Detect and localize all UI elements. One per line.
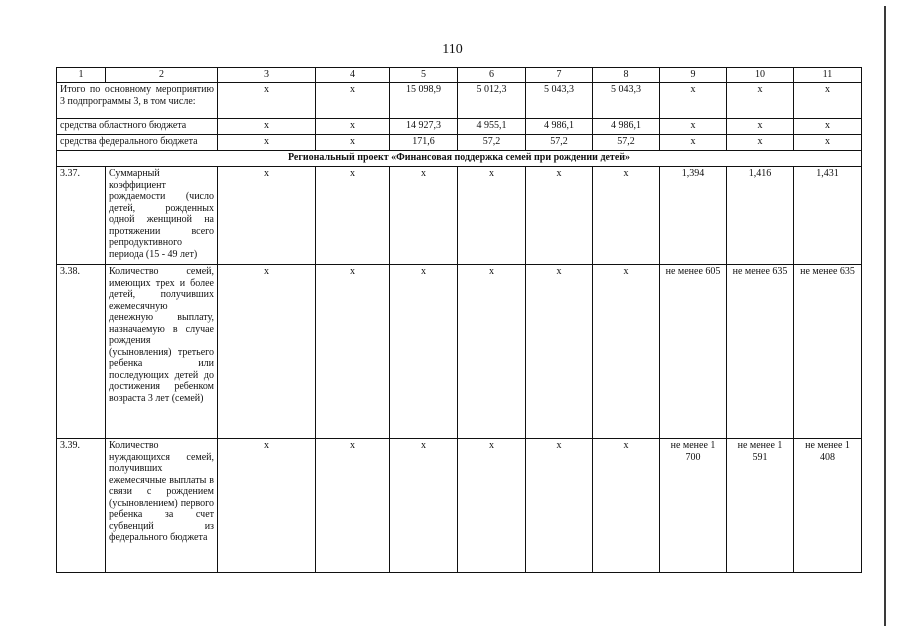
table-cell: не менее 635: [794, 265, 862, 439]
indicator-name: Суммарный коэффициент рождаемости (число детей, рожденных одной женщиной на протяжении всего репродуктивного периода (15 - 49 лет): [106, 167, 218, 265]
indicator-name: Количество нуждающихся семей, получивших ежемесячные выплаты в связи с рождением (усыновлением) первого ребенка за счет субвенций из федерального бюджета: [106, 439, 218, 573]
indicators-table: [56, 67, 862, 573]
scan-edge-line: [884, 6, 886, 626]
table-cell: 57,2: [458, 135, 526, 151]
table-cell: х: [316, 167, 390, 265]
table-cell: не менее 1 700: [660, 439, 727, 573]
table-cell: не менее 1 408: [794, 439, 862, 573]
table-cell: не менее 1 591: [727, 439, 794, 573]
header-cell: 8: [593, 68, 660, 83]
table-cell: 171,6: [390, 135, 458, 151]
table-cell: х: [458, 265, 526, 439]
header-cell: 1: [57, 68, 106, 83]
summary-row-total: [57, 83, 862, 119]
table-row: [57, 265, 862, 439]
table-cell: х: [593, 439, 660, 573]
table-cell: х: [218, 83, 316, 119]
table-cell: х: [593, 265, 660, 439]
table-row: [57, 167, 862, 265]
table-cell: х: [316, 135, 390, 151]
table-cell: 4 955,1: [458, 119, 526, 135]
table-cell: х: [218, 167, 316, 265]
table-cell: х: [218, 119, 316, 135]
table-cell: х: [727, 83, 794, 119]
header-cell: 2: [106, 68, 218, 83]
table-cell: х: [526, 265, 593, 439]
table-cell: 4 986,1: [593, 119, 660, 135]
table-cell: не менее 635: [727, 265, 794, 439]
table-cell: х: [316, 439, 390, 573]
table-cell: 57,2: [593, 135, 660, 151]
table-cell: 4 986,1: [526, 119, 593, 135]
header-cell: 11: [794, 68, 862, 83]
header-row: [57, 68, 862, 83]
table-cell: х: [458, 167, 526, 265]
table-cell: 14 927,3: [390, 119, 458, 135]
section-title: Региональный проект «Финансовая поддержка семей при рождении детей»: [57, 151, 862, 167]
indicator-number: 3.37.: [57, 167, 106, 265]
table-cell: х: [390, 167, 458, 265]
table-cell: х: [526, 167, 593, 265]
table-cell: х: [316, 119, 390, 135]
indicator-number: 3.39.: [57, 439, 106, 573]
header-cell: 9: [660, 68, 727, 83]
table-cell: х: [727, 135, 794, 151]
table-cell: х: [458, 439, 526, 573]
table-cell: не менее 605: [660, 265, 727, 439]
header-cell: 7: [526, 68, 593, 83]
table-cell: х: [660, 119, 727, 135]
table-cell: х: [660, 83, 727, 119]
indicator-name: Количество семей, имеющих трех и более детей, получивших ежемесячную денежную выплату, назначаемую в случае рождения (усыновления) третьего ребенка или последующих детей до достижения ребенком возраста 3 лет (семей): [106, 265, 218, 439]
table-cell: 1,416: [727, 167, 794, 265]
table-cell: 5 043,3: [593, 83, 660, 119]
table-cell: х: [727, 119, 794, 135]
table-cell: 1,394: [660, 167, 727, 265]
table-cell: 5 012,3: [458, 83, 526, 119]
header-cell: 10: [727, 68, 794, 83]
section-title-row: [57, 151, 862, 167]
table-cell: х: [660, 135, 727, 151]
table-cell: х: [316, 83, 390, 119]
table-cell: х: [218, 135, 316, 151]
table-cell: х: [218, 265, 316, 439]
page-number: 110: [442, 42, 463, 57]
header-cell: 4: [316, 68, 390, 83]
table-cell: х: [526, 439, 593, 573]
table-cell: х: [794, 119, 862, 135]
indicator-number: 3.38.: [57, 265, 106, 439]
table-cell: х: [316, 265, 390, 439]
summary-row-regional: [57, 119, 862, 135]
header-cell: 6: [458, 68, 526, 83]
table-cell: х: [390, 265, 458, 439]
table-cell: 1,431: [794, 167, 862, 265]
table-cell: х: [218, 439, 316, 573]
summary-row-label: средства федерального бюджета: [57, 135, 218, 151]
table-cell: х: [593, 167, 660, 265]
table-cell: х: [794, 83, 862, 119]
summary-row-label: средства областного бюджета: [57, 119, 218, 135]
table-cell: х: [390, 439, 458, 573]
summary-row-federal: [57, 135, 862, 151]
table-cell: х: [794, 135, 862, 151]
header-cell: 5: [390, 68, 458, 83]
table-row: [57, 439, 862, 573]
header-cell: 3: [218, 68, 316, 83]
table-cell: 57,2: [526, 135, 593, 151]
summary-row-label: Итого по основному мероприятию 3 подпрограммы 3, в том числе:: [57, 83, 218, 119]
table-cell: 15 098,9: [390, 83, 458, 119]
table-cell: 5 043,3: [526, 83, 593, 119]
